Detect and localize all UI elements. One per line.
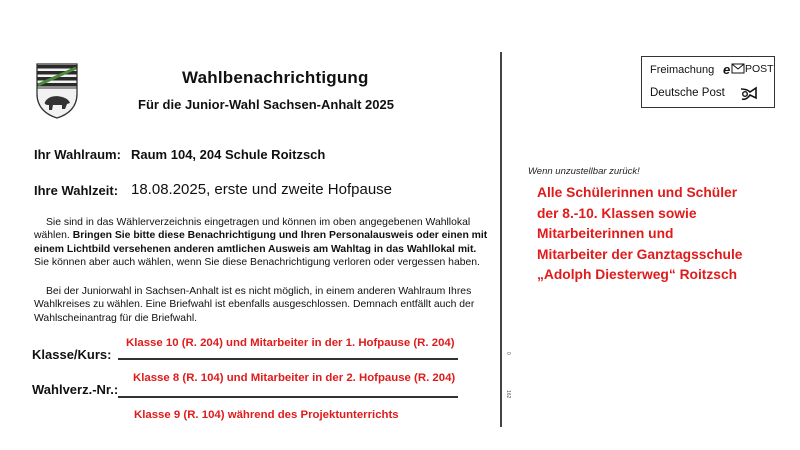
info-paragraph-1 bbox=[34, 216, 492, 270]
address-line-3: Mitarbeiterinnen und bbox=[537, 226, 674, 241]
post-horn-icon bbox=[739, 86, 759, 102]
svg-text:e: e bbox=[723, 62, 731, 76]
address-line-4: Mitarbeiter der Ganztagsschule bbox=[537, 246, 743, 262]
class-course-line bbox=[118, 358, 458, 360]
class-note-3: Klasse 9 (R. 104) während des Projektunterrichts bbox=[134, 409, 399, 421]
info-paragraph-1-part-a: Sie sind in das Wählerverzeichnis eingetragen und können im oben angegebenen Wahllokal wählen. bbox=[34, 217, 471, 242]
address-line-5: „Adolph Diesterweg“ Roitzsch bbox=[537, 267, 738, 282]
address-line-1: Alle Schülerinnen und Schüler bbox=[537, 185, 738, 200]
print-mark-1: 0 bbox=[505, 352, 511, 355]
print-mark-2: 162 bbox=[505, 390, 511, 399]
wahlverzeichnis-line bbox=[118, 396, 458, 398]
card-title: Wahlbenachrichtigung bbox=[182, 68, 369, 87]
time-value: 18.08.2025, erste und zweite Hofpause bbox=[131, 181, 393, 198]
info-paragraph-1-emphasis: Bringen Sie bitte diese Benachrichtigung und Ihren Personalausweis oder einen mit einem Lichtbild versehenen anderen amtlichen Ausweis am Wahltag in das Wahllokal mit. bbox=[34, 230, 488, 255]
coat-of-arms-icon bbox=[34, 60, 80, 120]
address-line-2: der 8.-10. Klassen sowie bbox=[537, 205, 697, 221]
time-label: Ihre Wahlzeit: bbox=[34, 183, 119, 198]
class-note-2: Klasse 8 (R. 104) und Mitarbeiter in der 2. Hofpause (R. 204) bbox=[133, 372, 456, 384]
postage-brand: POST bbox=[745, 63, 774, 75]
info-paragraph-2: Bei der Juniorwahl in Sachsen-Anhalt ist es nicht möglich, in einem anderen Wahlraum Ihres Wahlkreises zu wählen. Eine Briefwahl ist ebenfalls ausgeschlossen. Demnach entfällt auch der Wahlscheinantrag für die Briefwahl. bbox=[34, 286, 475, 324]
postage-deutsche-post: Deutsche Post bbox=[650, 87, 725, 99]
postage-freimachung: Freimachung bbox=[650, 64, 715, 76]
class-note-1: Klasse 10 (R. 204) und Mitarbeiter in der 1. Hofpause (R. 204) bbox=[126, 337, 455, 349]
room-value: Raum 104, 204 Schule Roitzsch bbox=[131, 147, 326, 162]
info-paragraph-1-part-c: Sie können aber auch wählen, wenn Sie diese Benachrichtigung verloren oder vergessen haben. bbox=[34, 257, 480, 269]
room-label: Ihr Wahlraum: bbox=[34, 147, 121, 162]
e-post-envelope-icon bbox=[723, 62, 775, 76]
recipient-address bbox=[537, 183, 787, 286]
wahlverzeichnis-label: Wahlverz.-Nr.: bbox=[32, 382, 119, 397]
card-subtitle: Für die Junior-Wahl Sachsen-Anhalt 2025 bbox=[138, 97, 394, 112]
class-course-label: Klasse/Kurs: bbox=[32, 347, 112, 362]
undeliverable-note: Wenn unzustellbar zurück! bbox=[528, 166, 640, 177]
card-divider bbox=[500, 52, 502, 427]
